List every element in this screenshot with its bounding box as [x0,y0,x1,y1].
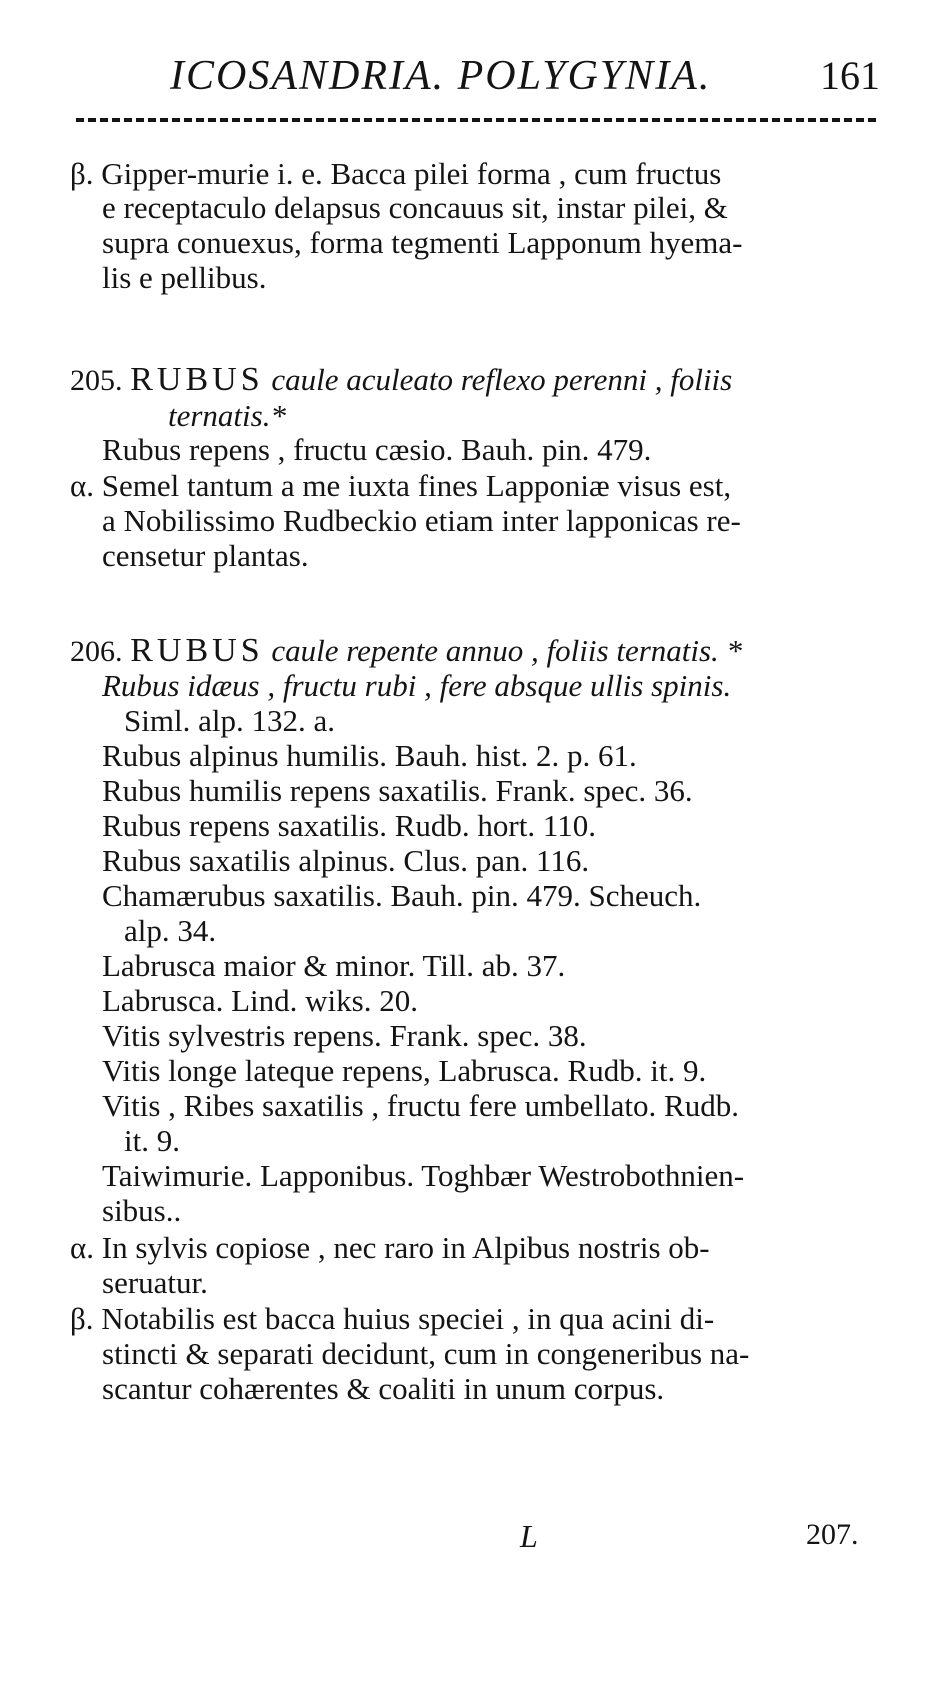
synonym-line: Rubus repens , fructu cæsio. Bauh. pin. 479. [102,432,652,467]
synonym-line: Rubus repens saxatilis. Rudb. hort. 110. [102,808,596,843]
note-line: α. Semel tantum a me iuxta fines Lapponiæ visus est, [70,468,732,503]
header-rule [76,118,876,122]
note-line: stincti & separati decidunt, cum in congeneribus na- [102,1336,750,1371]
text-line: β. Gipper-murie i. e. Bacca pilei forma , cum fructus [70,156,722,191]
text-line: supra conuexus, forma tegmenti Lapponum hyema- [102,225,743,260]
diagnosis: caule aculeato reflexo perenni , foliis [271,362,733,397]
text-line: lis e pellibus. [102,260,267,295]
genus-name: RUBUS [130,361,264,398]
header-title: ICOSANDRIA. POLYGYNIA. [170,53,712,99]
entry-number: 205. [70,364,123,397]
synonym-line: Labrusca maior & minor. Till. ab. 37. [102,948,566,983]
synonym-line: Vitis , Ribes saxatilis , fructu fere umbellato. Rudb. [102,1088,739,1123]
note-line: α. In sylvis copiose , nec raro in Alpibus nostris ob- [70,1230,710,1265]
diagnosis-continued: ternatis.* [168,398,286,433]
synonym-line: Chamærubus saxatilis. Bauh. pin. 479. Scheuch. [102,878,702,913]
synonym-line: alp. 34. [124,913,217,948]
synonym-line: Rubus idæus , fructu rubi , fere absque ullis spinis. [102,668,732,703]
synonym-line: it. 9. [124,1123,180,1158]
text-line: e receptaculo delapsus concauus sit, instar pilei, & [102,190,728,225]
synonym-line: Taiwimurie. Lapponibus. Toghbær Westrobothnien- [102,1158,745,1193]
synonym-line: Rubus saxatilis alpinus. Clus. pan. 116. [102,843,590,878]
entry-heading [70,633,742,670]
entry-heading [70,362,732,399]
diagnosis: caule repente annuo , foliis ternatis. * [271,633,743,668]
entry-number: 206. [70,635,123,668]
synonym-line: sibus.. [102,1193,182,1228]
synonym-line: Labrusca. Lind. wiks. 20. [102,983,418,1018]
page-number: 161 [820,53,880,98]
synonym-line: Rubus alpinus humilis. Bauh. hist. 2. p. 61. [102,738,637,773]
note-line: scantur cohærentes & coaliti in unum corpus. [102,1371,665,1406]
note-line: seruatur. [102,1265,208,1300]
genus-name: RUBUS [130,632,264,669]
running-header [160,46,880,106]
synonym-line: Vitis longe lateque repens, Labrusca. Rudb. it. 9. [102,1053,707,1088]
synonym-line: Siml. alp. 132. a. [124,703,335,738]
synonym-line: Vitis sylvestris repens. Frank. spec. 38. [102,1018,587,1053]
synonym-line: Rubus humilis repens saxatilis. Frank. spec. 36. [102,773,693,808]
note-line: a Nobilissimo Rudbeckio etiam inter lapponicas re- [102,503,741,538]
note-line: censetur plantas. [102,538,309,573]
note-line: β. Notabilis est bacca huius speciei , in qua acini di- [70,1301,715,1336]
catchword: 207. [806,1518,859,1551]
signature-mark: L [520,1518,538,1554]
